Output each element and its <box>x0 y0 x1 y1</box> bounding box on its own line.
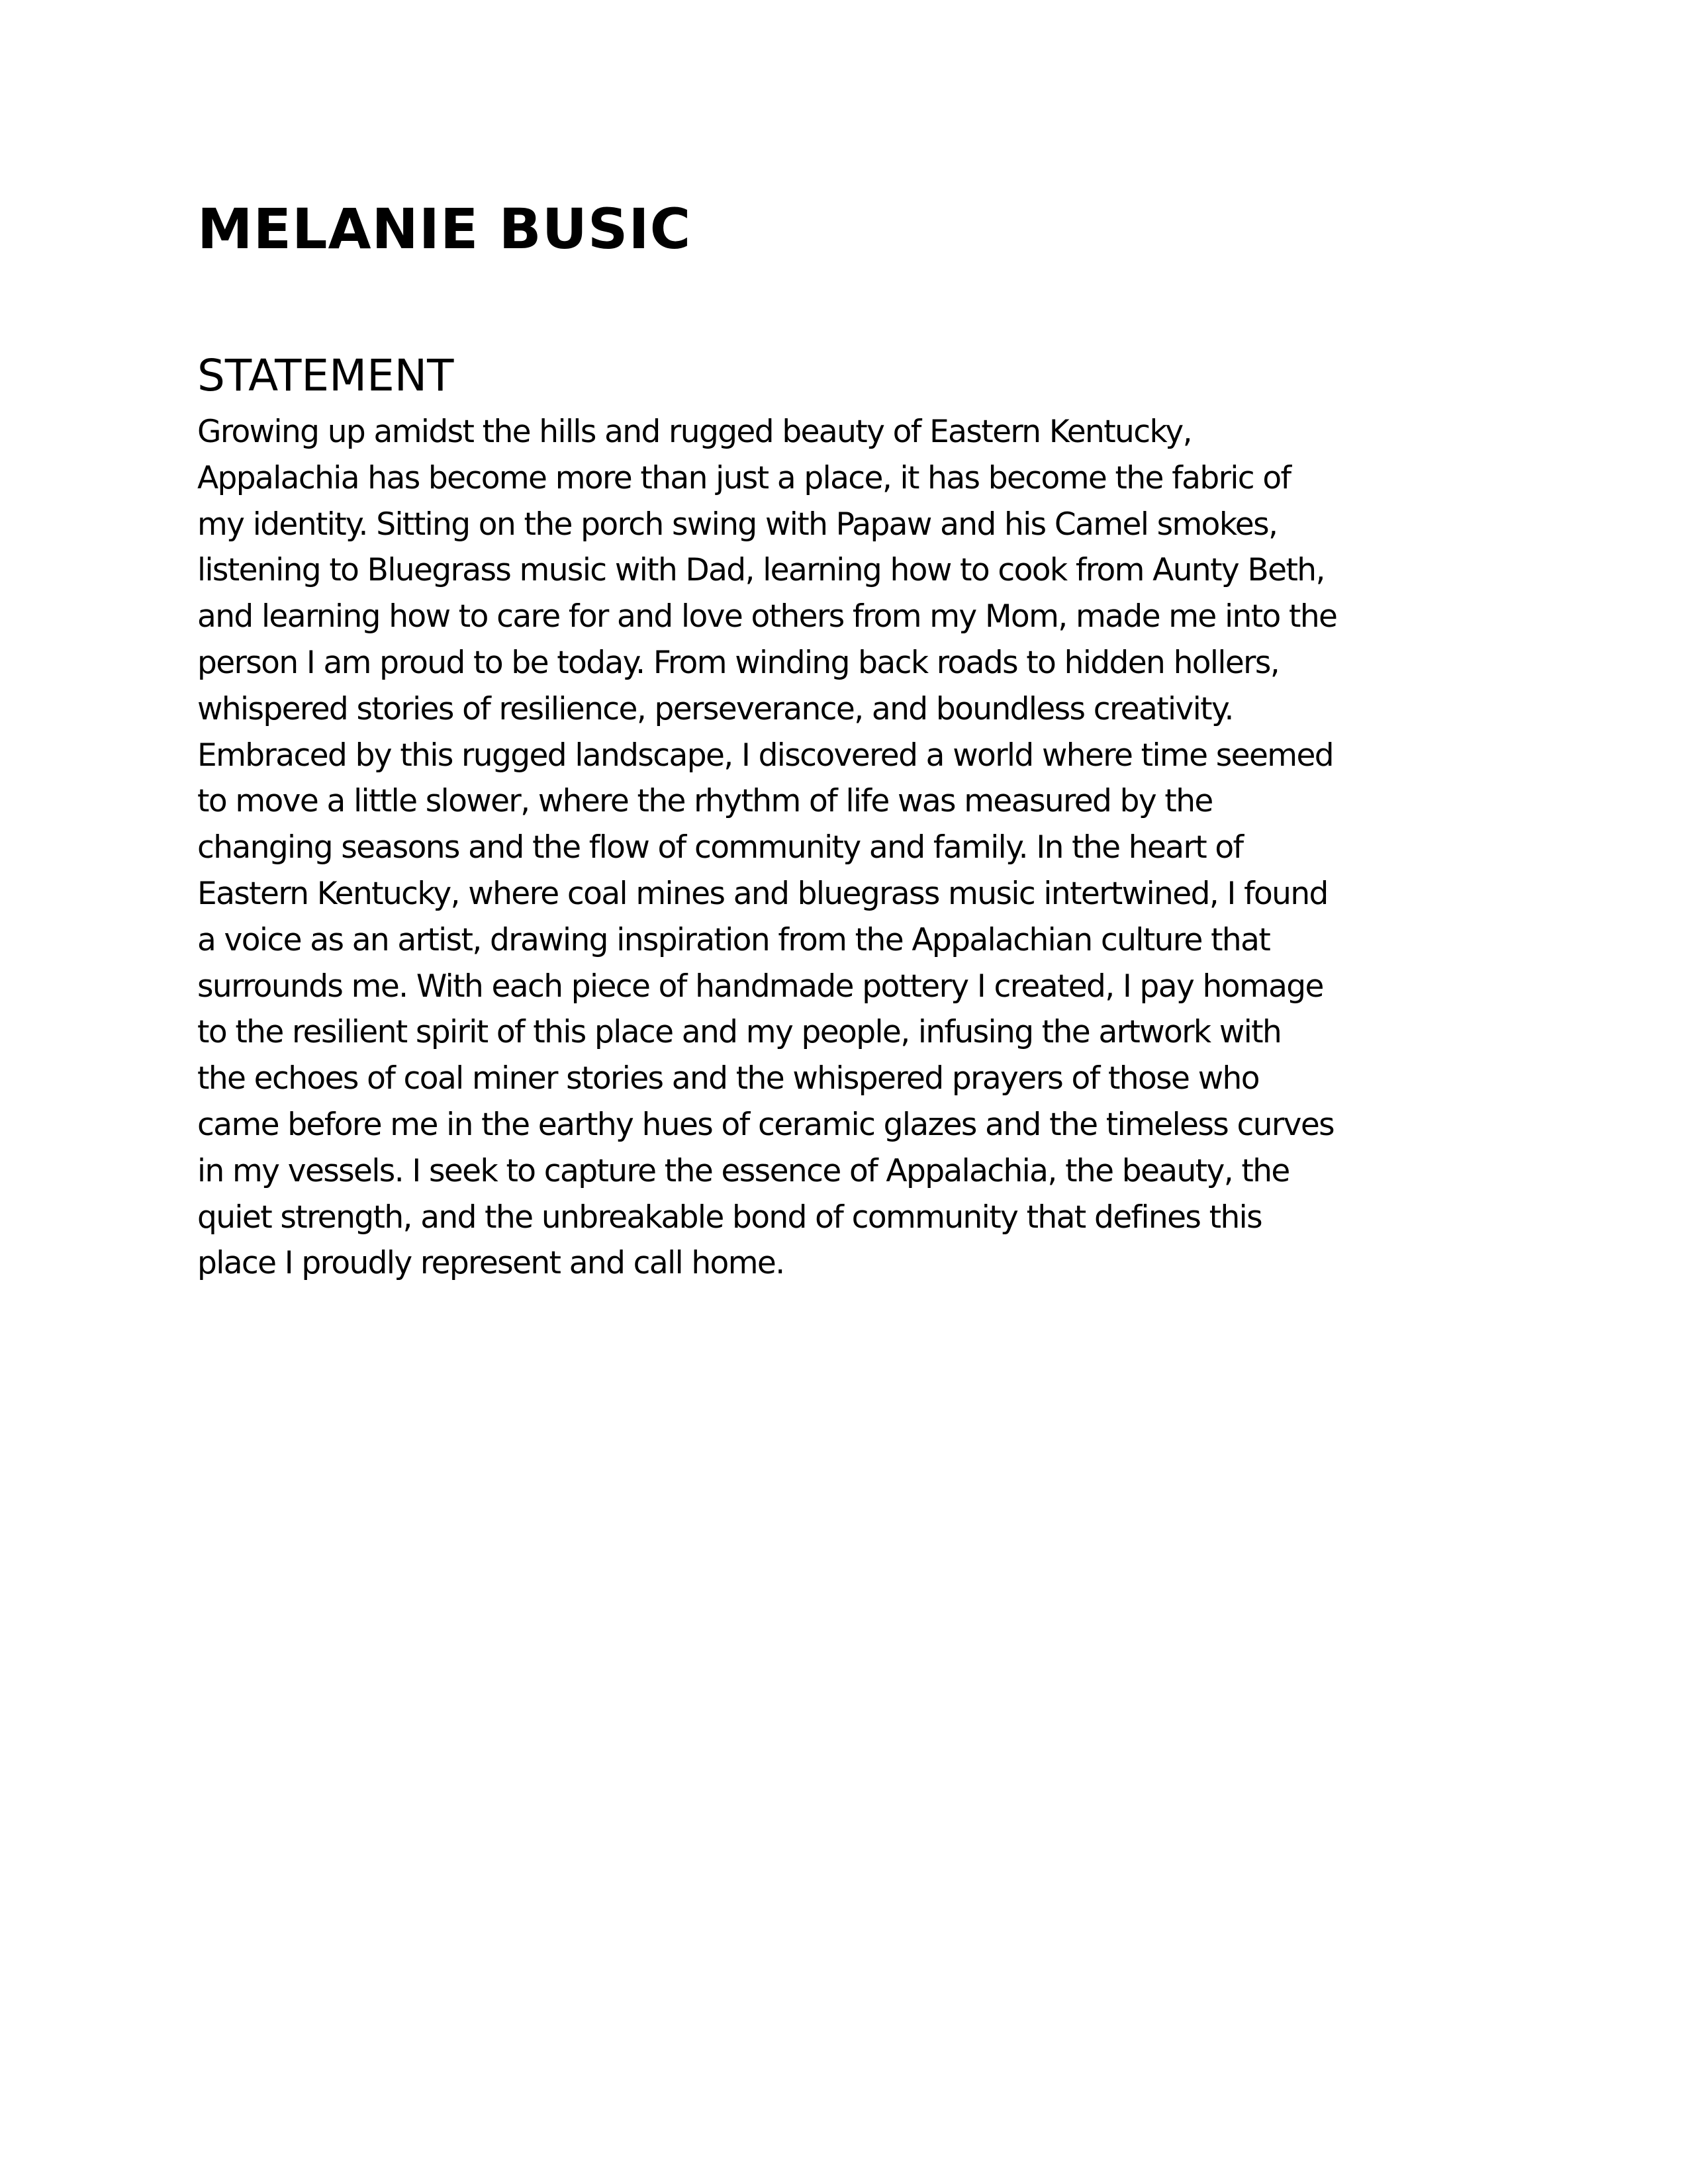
statement-line: listening to Bluegrass music with Dad, learning how to cook from Aunty Beth, <box>197 552 1325 589</box>
statement-line: place I proudly represent and call home. <box>197 1245 784 1282</box>
statement-line: a voice as an artist, drawing inspiration from the Appalachian culture that <box>197 921 1270 958</box>
statement-body <box>197 409 1521 1287</box>
statement-line: the echoes of coal miner stories and the whispered prayers of those who <box>197 1060 1259 1097</box>
statement-line: came before me in the earthy hues of ceramic glazes and the timeless curves <box>197 1106 1335 1143</box>
statement-line: whispered stories of resilience, perseverance, and boundless creativity. <box>197 690 1233 727</box>
statement-line: person I am proud to be today. From winding back roads to hidden hollers, <box>197 644 1280 681</box>
statement-line: and learning how to care for and love others from my Mom, made me into the <box>197 598 1337 635</box>
artist-name-title: MELANIE BUSIC <box>197 197 692 261</box>
statement-line: my identity. Sitting on the porch swing with Papaw and his Camel smokes, <box>197 506 1278 543</box>
statement-line: Embraced by this rugged landscape, I discovered a world where time seemed <box>197 737 1334 774</box>
statement-line: Eastern Kentucky, where coal mines and bluegrass music intertwined, I found <box>197 875 1328 912</box>
statement-line: to the resilient spirit of this place and my people, infusing the artwork with <box>197 1014 1282 1051</box>
statement-line: surrounds me. With each piece of handmade pottery I created, I pay homage <box>197 968 1323 1005</box>
statement-line: quiet strength, and the unbreakable bond of community that defines this <box>197 1199 1262 1236</box>
statement-line: Appalachia has become more than just a place, it has become the fabric of <box>197 459 1291 496</box>
statement-line: changing seasons and the flow of community and family. In the heart of <box>197 829 1243 866</box>
statement-line: in my vessels. I seek to capture the essence of Appalachia, the beauty, the <box>197 1152 1289 1189</box>
statement-line: to move a little slower, where the rhythm of life was measured by the <box>197 783 1213 820</box>
statement-line: Growing up amidst the hills and rugged beauty of Eastern Kentucky, <box>197 414 1192 450</box>
statement-heading: STATEMENT <box>197 350 454 401</box>
